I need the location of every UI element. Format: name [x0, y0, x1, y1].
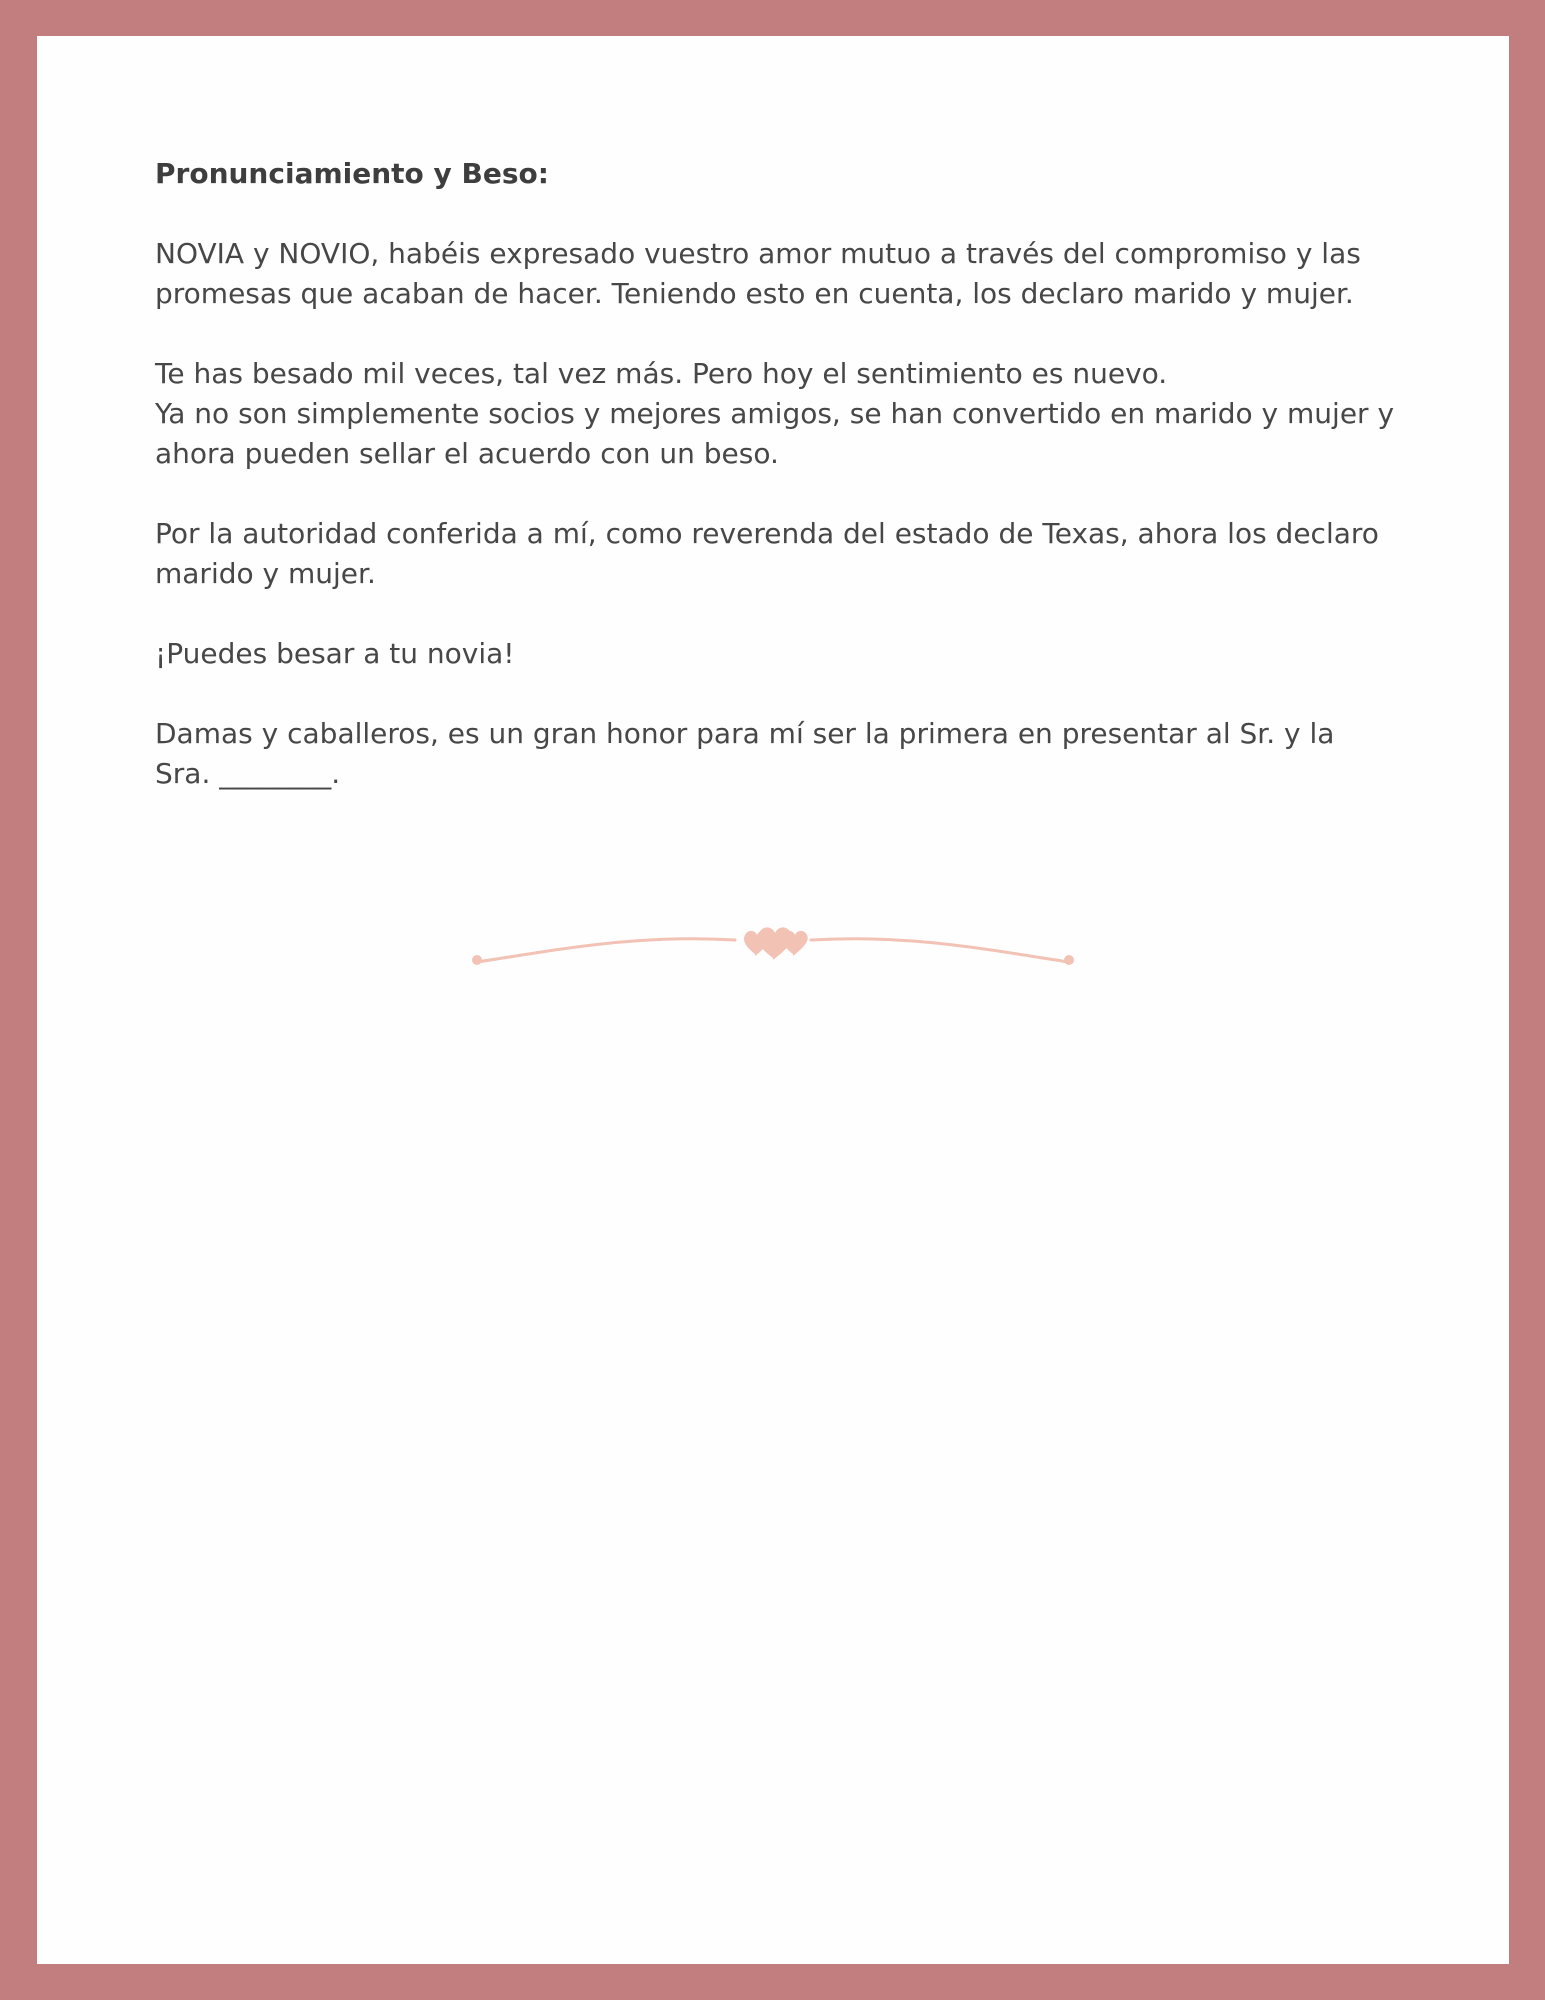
- paragraph-line: Damas y caballeros, es un gran honor para mí ser la primera en presentar al Sr. y la Sra. ________.: [155, 717, 1335, 790]
- paragraph-pronouncement: [155, 234, 1395, 314]
- section-heading: Pronunciamiento y Beso:: [155, 157, 549, 190]
- paragraph-line: Ya no son simplemente socios y mejores amigos, se han convertido en marido y mujer y ahora pueden sellar el acuerdo con un beso.: [155, 397, 1395, 470]
- paragraph-line: NOVIA y NOVIO, habéis expresado vuestro amor mutuo a través del compromiso y las promesas que acaban de hacer. Teniendo esto en cuenta, los declaro marido y mujer.: [155, 237, 1361, 310]
- paragraph-authority: [155, 514, 1395, 594]
- paragraph-line: Te has besado mil veces, tal vez más. Pero hoy el sentimiento es nuevo.: [155, 357, 1168, 390]
- document-page: [37, 36, 1509, 1964]
- paragraph-line: Por la autoridad conferida a mí, como reverenda del estado de Texas, ahora los declaro marido y mujer.: [155, 517, 1379, 590]
- paragraph-presentation: [155, 714, 1395, 794]
- paragraph-kiss: [155, 354, 1395, 474]
- paragraph-kiss-bride: [155, 634, 1395, 674]
- hearts-flourish-divider-icon: [467, 916, 1079, 996]
- paragraph-line: ¡Puedes besar a tu novia!: [155, 637, 515, 670]
- document-body: [155, 154, 1395, 834]
